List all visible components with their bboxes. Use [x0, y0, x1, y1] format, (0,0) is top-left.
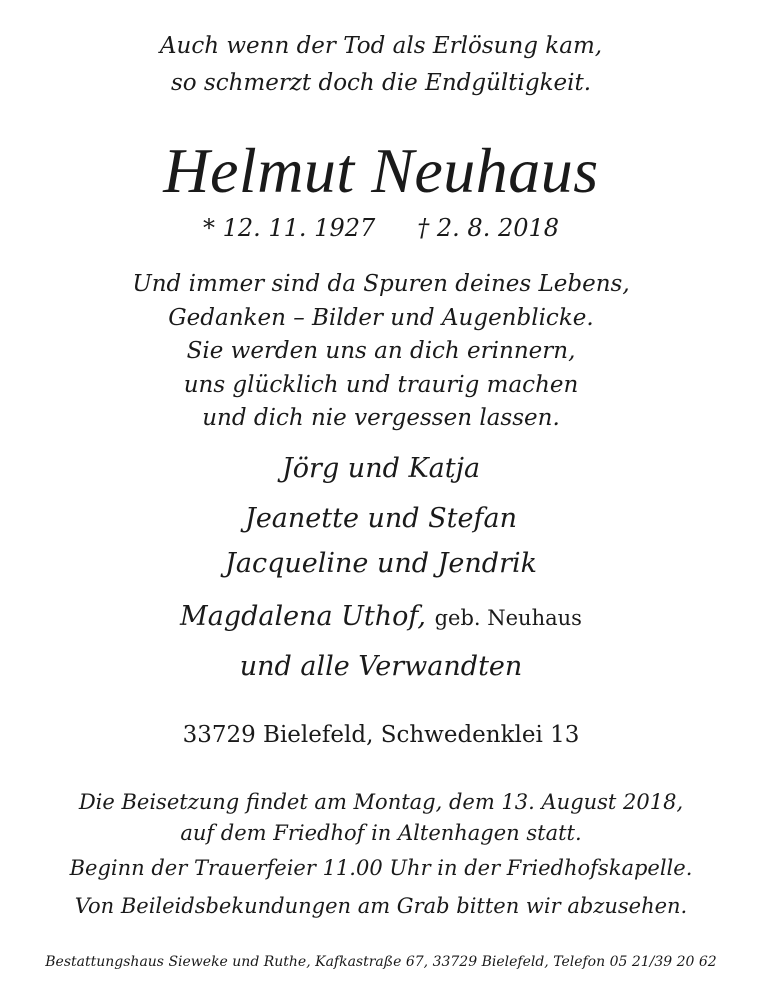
poem-line: uns glücklich und traurig machen: [183, 371, 579, 398]
burial-line: auf dem Friedhof in Altenhagen statt.: [180, 821, 582, 845]
life-dates: [0, 210, 762, 246]
mourner-line: und alle Verwandten: [239, 651, 523, 682]
poem-line: Gedanken – Bilder und Augenblicke.: [168, 304, 594, 331]
poem-line: Sie werden uns an dich erinnern,: [186, 338, 576, 364]
motto: [0, 28, 762, 102]
ceremony-info: Beginn der Trauerfeier 11.00 Uhr in der Friedhofskapelle.: [69, 856, 693, 880]
mourner-address: 33729 Bielefeld, Schwedenklei 13: [182, 722, 580, 748]
poem: [0, 268, 762, 436]
mourner-line: Jörg und Katja: [281, 453, 481, 484]
mourner-line: Jeanette und Stefan: [245, 503, 517, 534]
mourner-line: Jacqueline und Jendrik: [225, 548, 537, 579]
poem-line: Und immer sind da Spuren deines Lebens,: [132, 271, 630, 297]
burial-info: [0, 787, 762, 849]
poem-line: und dich nie vergessen lassen.: [202, 405, 560, 431]
birth-date: * 12. 11. 1927: [202, 214, 376, 242]
death-date: † 2. 8. 2018: [417, 214, 560, 242]
maiden-name-note: geb. Neuhaus: [434, 606, 582, 630]
mourner-line: [0, 598, 762, 637]
deceased-name: Helmut Neuhaus: [163, 135, 599, 206]
undertaker-footer: Bestattungshaus Sieweke und Ruthe, Kafkastraße 67, 33729 Bielefeld, Telefon 05 21/39 20 62: [45, 954, 717, 970]
burial-line: Die Beisetzung findet am Montag, dem 13. August 2018,: [78, 790, 684, 814]
condolence-note: Von Beileidsbekundungen am Grab bitten wir abzusehen.: [74, 894, 688, 918]
motto-line: Auch wenn der Tod als Erlösung kam,: [159, 33, 603, 59]
mourner-name: Magdalena Uthof,: [180, 601, 426, 632]
motto-line: so schmerzt doch die Endgültigkeit.: [170, 70, 592, 96]
